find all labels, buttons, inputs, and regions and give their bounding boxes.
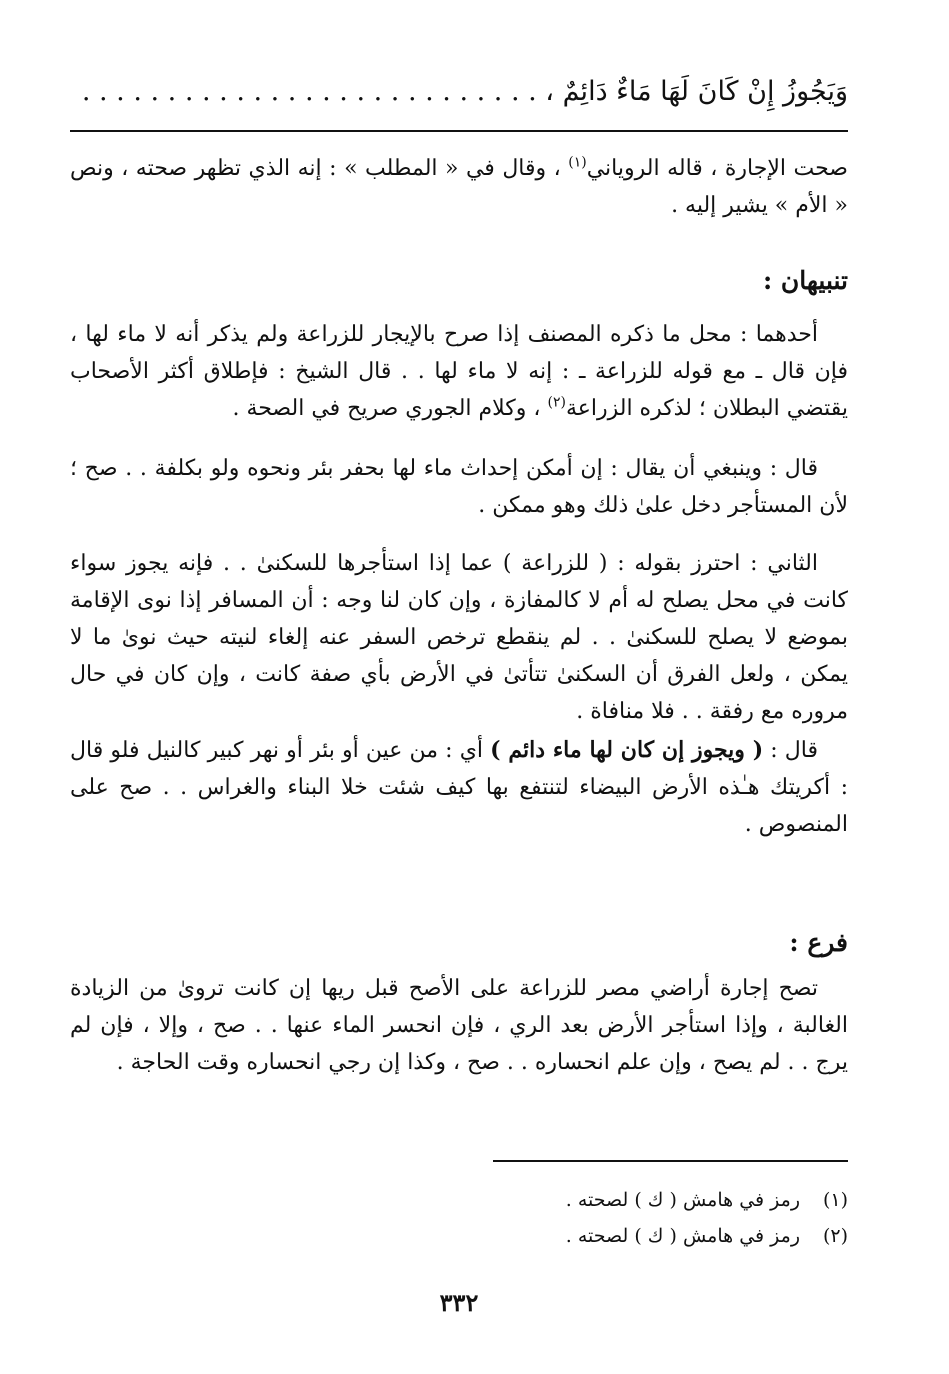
intro-text-b: ، وقال في « المطلب » : إنه الذي تظهر صحته ، ونص « الأم » يشير إليه .	[70, 156, 848, 218]
footnote-1-number: (١)	[822, 1189, 848, 1211]
paragraph-matn	[70, 732, 848, 843]
page-number: ٣٣٢	[439, 1288, 479, 1317]
footnote-ref-1: (١)	[568, 154, 587, 171]
book-page	[70, 0, 848, 1374]
intro-paragraph	[70, 150, 848, 224]
intro-text-a: صحت الإجارة ، قاله الروياني	[586, 156, 848, 181]
heading-far: فرع :	[789, 928, 848, 957]
footnote-1-text: رمز في هامش ( ك ) لصحته .	[565, 1189, 800, 1211]
footnote-rule	[493, 1160, 848, 1162]
footnote-1	[70, 1182, 848, 1218]
matn-quote: ( ويجوز إن كان لها ماء دائم )	[490, 737, 764, 763]
first-note-text-b: ، وكلام الجوري صريح في الصحة .	[232, 396, 548, 421]
matn-lead: قال :	[763, 738, 819, 763]
qala-text: قال : وينبغي أن يقال : إن أمكن إحداث ماء لها بحفر بئر ونحوه ولو بكلفة . . صح ؛ لأن المستأجر دخل علىٰ ذلك وهو ممكن .	[70, 456, 848, 518]
header-rule	[70, 130, 848, 132]
footnotes	[70, 1182, 848, 1254]
second-note-text: الثاني : احترز بقوله : ( للزراعة ) عما إذا استأجرها للسكنىٰ . . فإنه يجوز سواء كانت في محل يصلح له أم لا كالمفازة ، وإن كان لنا وجه : أن المسافر إذا نوى الإقامة بموضع لا يصلح للسكنىٰ . . لم ينقطع ترخص السفر عنه إلغاء لنيته حيث نوىٰ ما لا يمكن ، ولعل الفرق أن السكنىٰ تتأتىٰ في الأرض بأي صفة كانت ، وإن كان في حال مروره مع رفقة . . فلا منافاة .	[70, 551, 848, 724]
paragraph-far	[70, 970, 848, 1081]
far-text: تصح إجارة أراضي مصر للزراعة على الأصح قبل ريها إن كانت تروىٰ من الزيادة الغالبة ، وإذا استأجر الأرض بعد الري ، فإن انحسر الماء عنها . . صح ، وإلا ، فإن لم يرج . . لم يصح ، وإن علم انحساره . . صح ، وكذا إن رجي انحساره وقت الحاجة .	[70, 976, 848, 1075]
matn-rest: أي : من عين أو بئر أو نهر كبير كالنيل فلو قال : أكريتك هـٰذه الأرض البيضاء لتنتفع بها كيف شئت خلا البناء والغراس . . صح على المنصوص .	[70, 738, 848, 837]
paragraph-second-note	[70, 545, 848, 730]
footnote-2	[70, 1218, 848, 1254]
footnote-2-text: رمز في هامش ( ك ) لصحته .	[565, 1225, 800, 1247]
running-header: وَيَجُوزُ إِنْ كَانَ لَهَا مَاءٌ دَائِمٌ ، . . . . . . . . . . . . . . . . . . . . . . . . . . .	[81, 76, 848, 107]
heading-tanbihan: تنبيهان :	[762, 266, 848, 295]
paragraph-first-note	[70, 316, 848, 427]
first-note-text-a: أحدهما : محل ما ذكره المصنف إذا صرح بالإيجار للزراعة ولم يذكر أنه لا ماء لها ، فإن قال ـ مع قوله للزراعة ـ : إنه لا ماء لها . . قال الشيخ : فإطلاق أكثر الأصحاب يقتضي البطلان ؛ لذكره الزراعة	[70, 322, 848, 421]
footnote-2-number: (٢)	[822, 1225, 848, 1247]
paragraph-qala	[70, 450, 848, 524]
footnote-ref-2: (٢)	[547, 394, 566, 411]
